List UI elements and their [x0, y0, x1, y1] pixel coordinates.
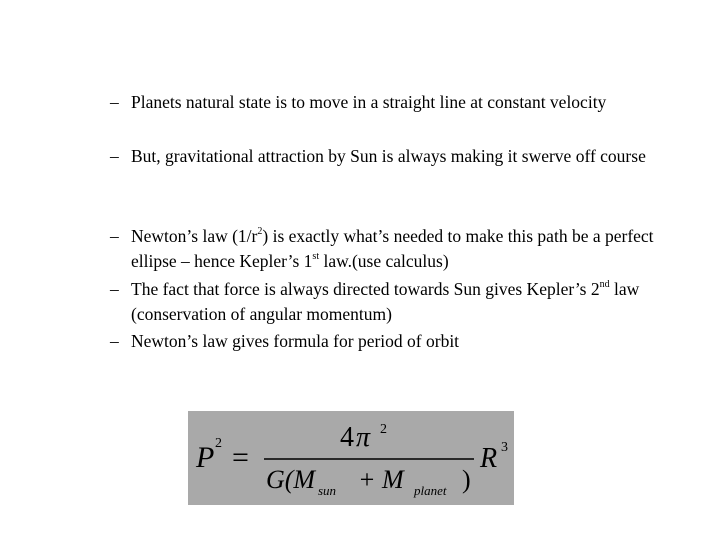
bullet-text: Planets natural state is to move in a straight line at constant velocity — [131, 92, 607, 112]
superscript: nd — [599, 279, 610, 291]
bullet-item-1 — [110, 90, 680, 115]
formula-denominator-plus: + M — [358, 465, 404, 494]
orbital-period-formula — [188, 411, 514, 505]
bullet-text-part: law.(use calculus) — [319, 251, 449, 271]
bullet-item-5 — [110, 329, 680, 354]
bullet-text: Newton’s law gives formula for period of orbit — [131, 331, 460, 351]
superscript: st — [312, 251, 320, 263]
bullet-text-part: law (conservation of angular momentum) — [131, 279, 640, 324]
bullet-text: But, gravitational attraction by Sun is always making it swerve off course — [131, 146, 646, 166]
bullet-text-part: ) is exactly what’s needed to make this path be a perfect ellipse – hence Kepler’s 1 — [131, 226, 654, 271]
bullet-text-part: The fact that force is always directed towards Sun gives Kepler’s 2 — [131, 279, 600, 299]
formula-subscript-sun: sun — [318, 483, 337, 498]
formula-pi: π — [356, 422, 371, 453]
formula-numerator-coefficient: 4 — [340, 422, 354, 453]
bullet-text — [131, 277, 680, 327]
formula-equals: = — [232, 441, 249, 474]
bullet-item-3 — [110, 224, 680, 274]
bullet-text-part: Newton’s law (1/r — [131, 226, 258, 246]
formula-lhs: P — [196, 441, 215, 474]
bullet-dash: – — [110, 92, 119, 112]
bullet-dash: – — [110, 331, 119, 351]
bullet-dash: – — [110, 279, 119, 299]
bullet-dash: – — [110, 226, 119, 246]
bullet-item-4 — [110, 277, 680, 327]
formula-rhs-exponent: 3 — [501, 440, 508, 455]
bullet-dash: – — [110, 146, 119, 166]
bullet-item-2 — [110, 144, 680, 169]
bullet-text — [131, 224, 680, 274]
formula-denominator-close: ) — [462, 465, 471, 494]
formula-lhs-exponent: 2 — [215, 436, 222, 451]
formula-numerator-exponent: 2 — [380, 422, 387, 437]
formula-subscript-planet: planet — [414, 483, 447, 498]
formula-denominator-g: G(M — [266, 465, 316, 494]
formula-rhs: R — [480, 443, 498, 474]
formula-svg — [188, 411, 514, 505]
superscript: 2 — [257, 226, 263, 238]
